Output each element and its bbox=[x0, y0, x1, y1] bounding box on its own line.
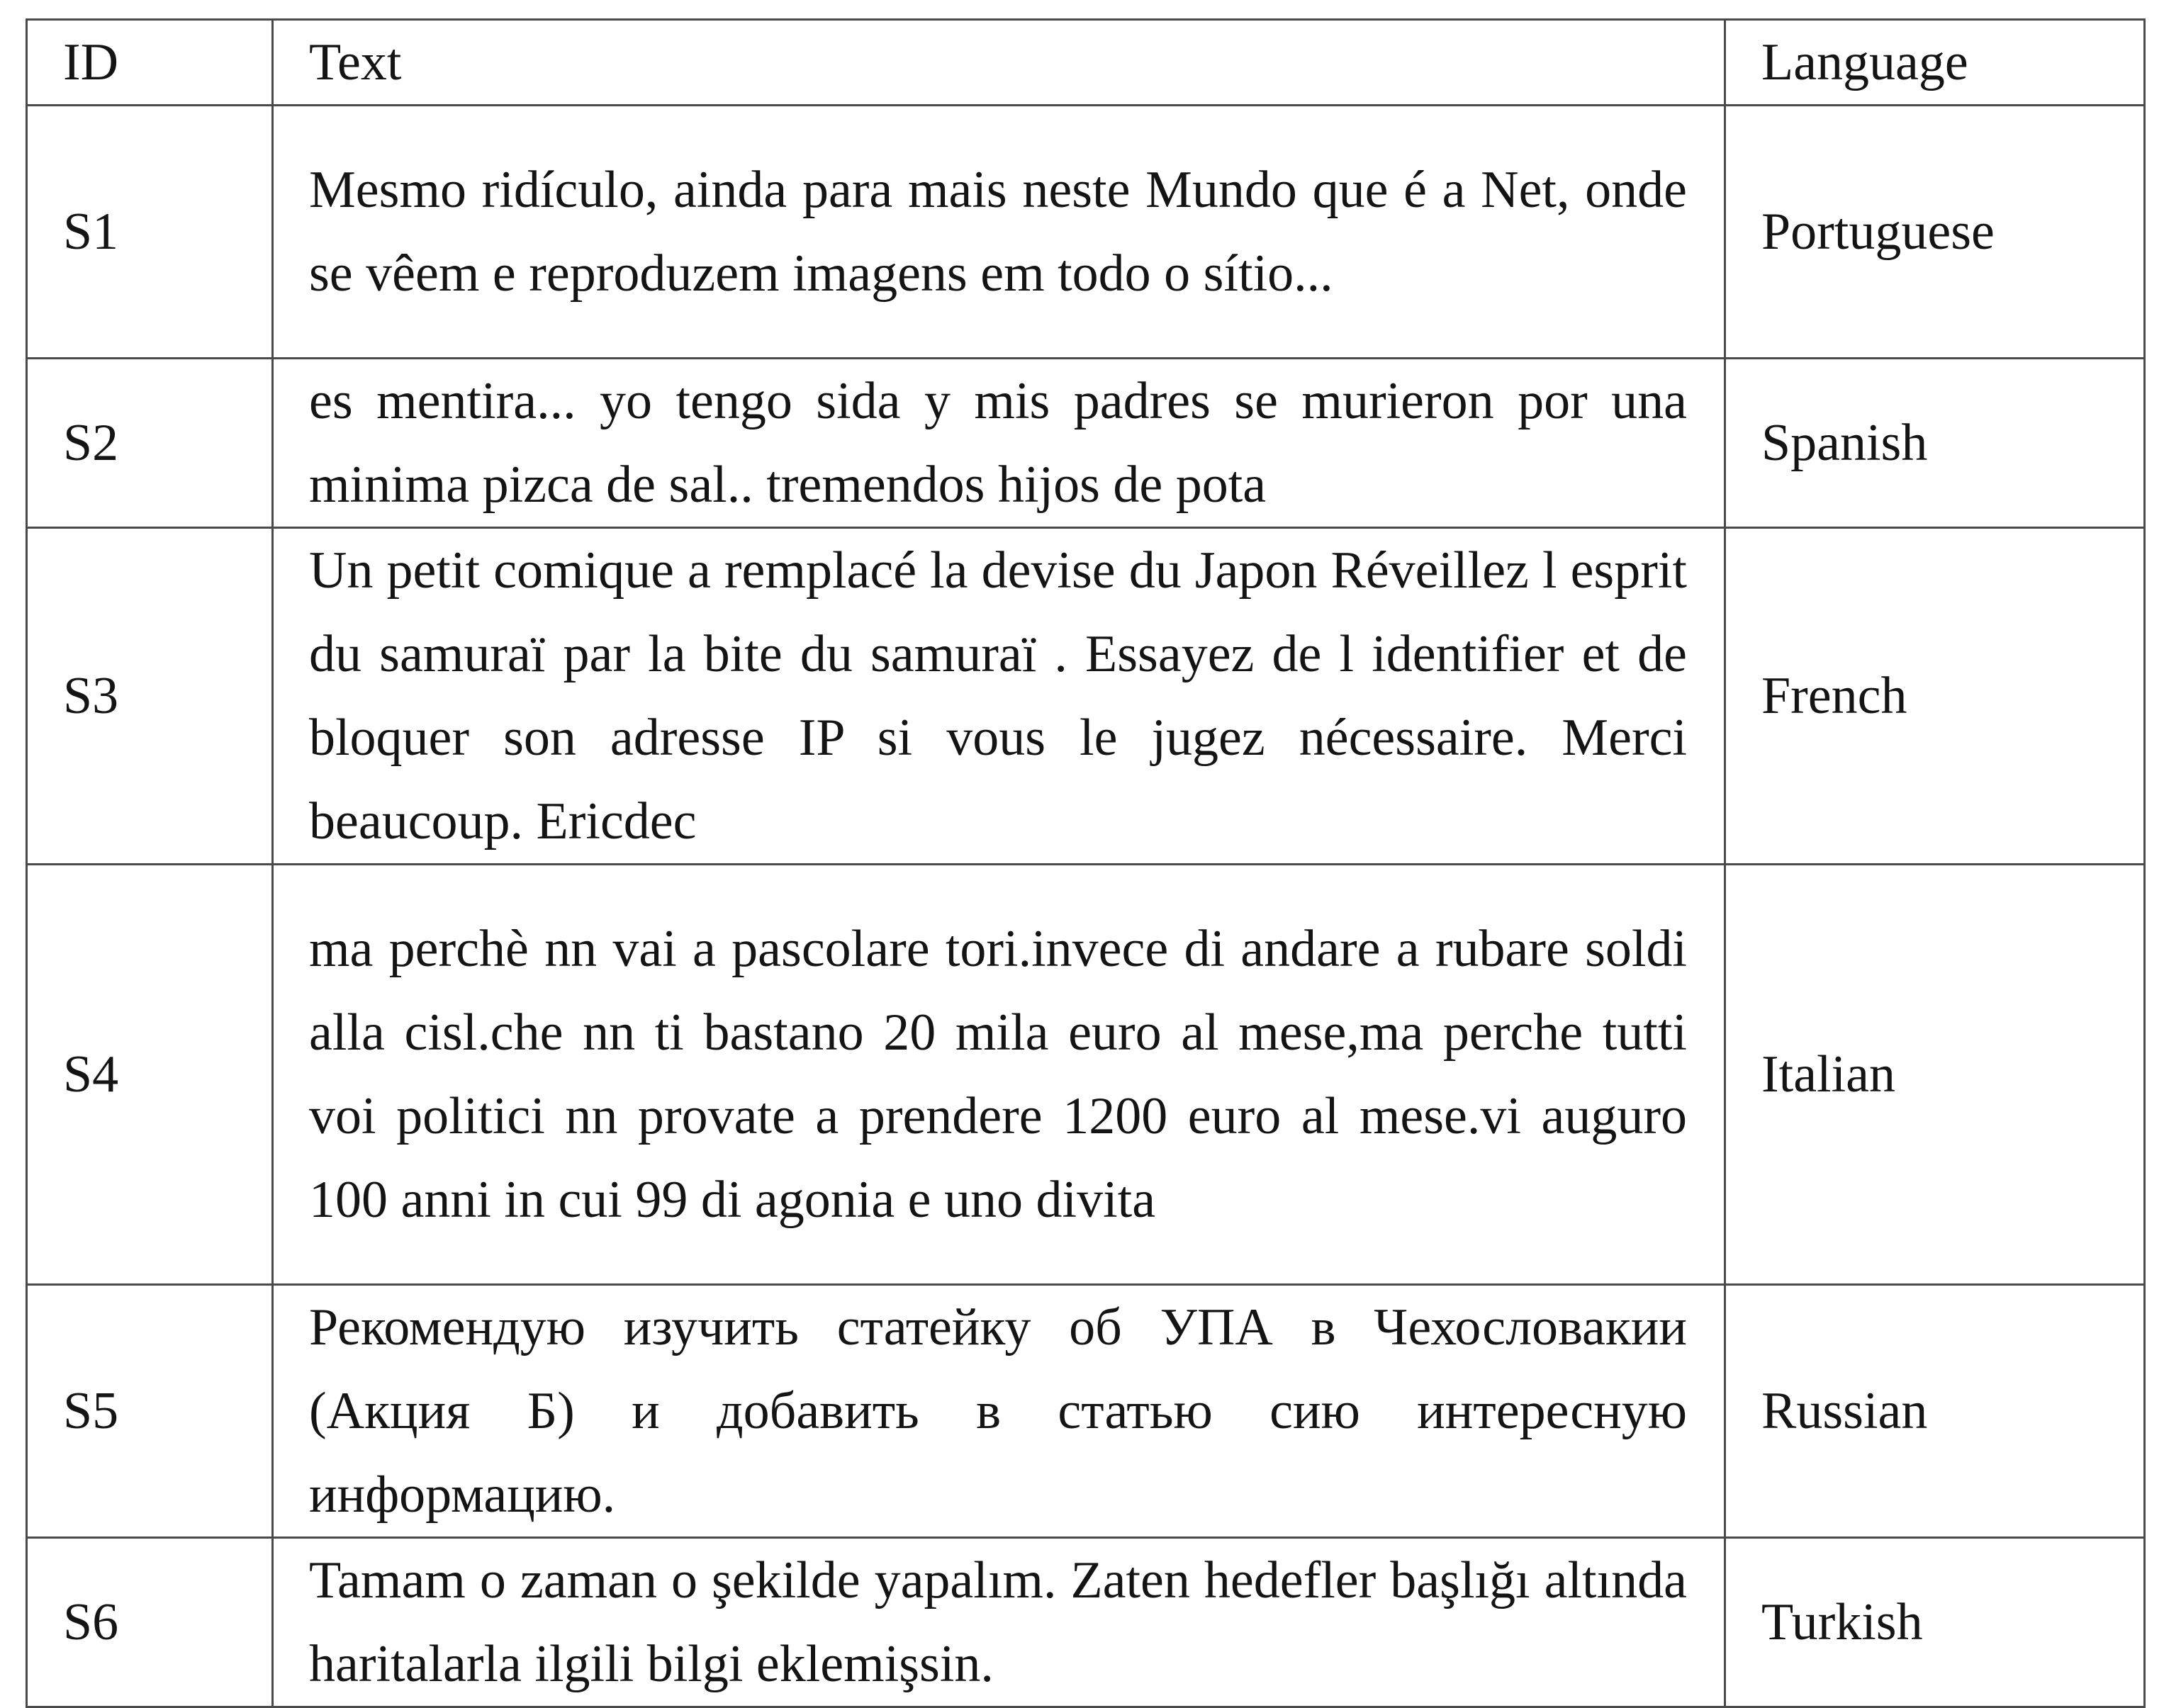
row-text: Mesmo ridículo, ainda para mais neste Mundo que é a Net, onde se vêem e reproduzem imagens em todo o sítio... bbox=[273, 106, 1725, 359]
row-id: S1 bbox=[27, 106, 273, 359]
table-row bbox=[27, 1285, 2145, 1538]
row-language: Turkish bbox=[1725, 1538, 2145, 1707]
table-row bbox=[27, 106, 2145, 359]
row-text: Tamam o zaman o şekilde yapalım. Zaten hedefler başlığı altında haritalarla ilgili bilgi eklemişsin. bbox=[273, 1538, 1725, 1707]
row-text: Рекомендую изучить статейку об УПА в Чехословакии (Акция Б) и добавить в статью сию интересную информацию. bbox=[273, 1285, 1725, 1538]
row-language: Portuguese bbox=[1725, 106, 2145, 359]
row-id: S3 bbox=[27, 528, 273, 865]
header-language: Language bbox=[1725, 20, 2145, 106]
table-row bbox=[27, 865, 2145, 1285]
row-language: Spanish bbox=[1725, 359, 2145, 528]
row-id: S2 bbox=[27, 359, 273, 528]
header-id: ID bbox=[27, 20, 273, 106]
row-id: S5 bbox=[27, 1285, 273, 1538]
row-language: Russian bbox=[1725, 1285, 2145, 1538]
row-text: ma perchè nn vai a pascolare tori.invece di andare a rubare soldi alla cisl.che nn ti bastano 20 mila euro al mese,ma perche tutti voi politici nn provate a prendere 1200 euro al mese.vi auguro 100 anni in cui 99 di agonia e uno divita bbox=[273, 865, 1725, 1285]
row-text: es mentira... yo tengo sida y mis padres se murieron por una minima pizca de sal.. tremendos hijos de pota bbox=[273, 359, 1725, 528]
row-language: French bbox=[1725, 528, 2145, 865]
row-id: S6 bbox=[27, 1538, 273, 1707]
row-id: S4 bbox=[27, 865, 273, 1285]
header-text: Text bbox=[273, 20, 1725, 106]
samples-table bbox=[26, 18, 2146, 1708]
table-container bbox=[26, 18, 2146, 1708]
table-row bbox=[27, 359, 2145, 528]
table-row bbox=[27, 528, 2145, 865]
table-row bbox=[27, 1538, 2145, 1707]
row-language: Italian bbox=[1725, 865, 2145, 1285]
table-header-row bbox=[27, 20, 2145, 106]
row-text: Un petit comique a remplacé la devise du Japon Réveillez l esprit du samuraï par la bite du samuraï . Essayez de l identifier et de bloquer son adresse IP si vous le jugez nécessaire. Merci beaucoup. Ericdec bbox=[273, 528, 1725, 865]
